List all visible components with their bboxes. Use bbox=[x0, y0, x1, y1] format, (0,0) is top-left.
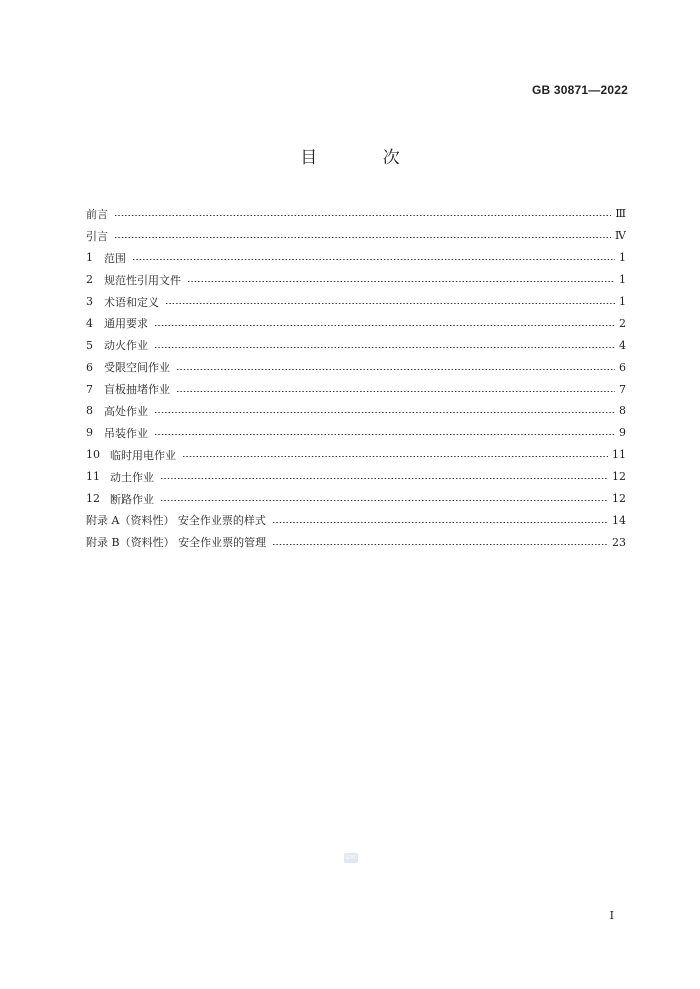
toc-entry-page: 6 bbox=[619, 360, 626, 374]
toc-entry-8[interactable] bbox=[86, 400, 626, 422]
toc-entry-number: 4 bbox=[86, 316, 93, 330]
toc-entry-label: 范围 bbox=[104, 251, 126, 265]
toc-entry-number: 10 bbox=[86, 448, 100, 462]
toc-entry-label: 附录 A（资料性） 安全作业票的样式 bbox=[86, 514, 266, 528]
toc-leader bbox=[272, 522, 608, 523]
toc-entry-11[interactable] bbox=[86, 466, 626, 488]
toc-leader bbox=[272, 544, 608, 545]
toc-entry-label: 临时用电作业 bbox=[110, 448, 176, 462]
toc-entry-label: 盲板抽堵作业 bbox=[104, 383, 170, 397]
toc-entry-page: 14 bbox=[612, 513, 626, 527]
toc-leader bbox=[160, 478, 608, 479]
toc-entry-number: 3 bbox=[86, 295, 93, 308]
toc-entry-foreword[interactable] bbox=[86, 203, 626, 225]
toc-entry-number: 12 bbox=[86, 492, 100, 506]
toc-entry-number: 5 bbox=[86, 338, 93, 352]
toc-entry-12[interactable] bbox=[86, 488, 626, 510]
page-number: I bbox=[609, 909, 614, 922]
toc-entry-6[interactable] bbox=[86, 356, 626, 378]
toc-leader bbox=[132, 259, 615, 260]
toc-leader bbox=[154, 434, 615, 435]
toc-entry-label: 断路作业 bbox=[110, 492, 154, 506]
toc-entry-number: 2 bbox=[86, 273, 93, 287]
toc-entry-7[interactable] bbox=[86, 378, 626, 400]
toc-entry-3[interactable] bbox=[86, 291, 626, 313]
toc-entry-4[interactable] bbox=[86, 312, 626, 334]
toc-leader bbox=[160, 500, 608, 501]
toc-entry-number: 1 bbox=[86, 251, 93, 265]
toc-entry-number: 6 bbox=[86, 360, 93, 374]
toc-entry-2[interactable] bbox=[86, 269, 626, 291]
toc-entry-page: 7 bbox=[619, 382, 626, 396]
toc-entry-page: 1 bbox=[619, 295, 626, 308]
standard-code: GB 30871—2022 bbox=[532, 83, 628, 97]
toc-leader bbox=[165, 303, 615, 304]
toc-entry-label: 前言 bbox=[86, 207, 108, 221]
toc-leader bbox=[187, 281, 615, 282]
toc-entry-label: 附录 B（资料性） 安全作业票的管理 bbox=[86, 536, 267, 550]
toc-entry-number: 11 bbox=[86, 470, 100, 484]
toc-leader bbox=[114, 215, 611, 216]
toc-entry-page: 8 bbox=[619, 404, 626, 418]
toc-leader bbox=[176, 369, 615, 370]
toc-entry-label: 动土作业 bbox=[110, 470, 154, 484]
toc-entry-label: 高处作业 bbox=[104, 404, 148, 418]
toc-entry-number: 9 bbox=[86, 426, 93, 440]
toc-entry-number: 8 bbox=[86, 404, 93, 418]
toc-entry-page: Ⅲ bbox=[615, 207, 626, 221]
toc-entry-5[interactable] bbox=[86, 334, 626, 356]
toc-leader bbox=[154, 347, 615, 348]
toc-entry-page: 1 bbox=[619, 273, 626, 287]
toc-leader bbox=[114, 237, 611, 238]
toc-entry-9[interactable] bbox=[86, 422, 626, 444]
toc-entry-1[interactable] bbox=[86, 247, 626, 269]
toc-entry-label: 术语和定义 bbox=[104, 295, 159, 309]
toc-entry-page: 2 bbox=[619, 316, 626, 330]
toc-entry-page: Ⅳ bbox=[615, 229, 626, 243]
toc-entry-introduction[interactable] bbox=[86, 225, 626, 247]
toc-entry-label: 受限空间作业 bbox=[104, 361, 170, 375]
toc-leader bbox=[182, 456, 608, 457]
toc-entry-page: 9 bbox=[619, 426, 626, 440]
toc-entry-label: 规范性引用文件 bbox=[104, 273, 181, 287]
toc-entry-label: 动火作业 bbox=[104, 339, 148, 353]
toc-entry-page: 12 bbox=[612, 492, 626, 506]
toc-entry-annex-b[interactable] bbox=[86, 531, 626, 553]
toc-entry-10[interactable] bbox=[86, 444, 626, 466]
toc-entry-page: 11 bbox=[612, 448, 626, 462]
toc-entry-page: 23 bbox=[612, 535, 626, 549]
table-of-contents bbox=[86, 203, 626, 553]
toc-entry-number: 7 bbox=[86, 382, 93, 396]
toc-leader bbox=[154, 325, 615, 326]
toc-entry-label: 引言 bbox=[86, 229, 108, 243]
toc-leader bbox=[176, 391, 615, 392]
toc-entry-page: 12 bbox=[612, 470, 626, 484]
page-title: 目 次 bbox=[300, 148, 430, 168]
watermark-logo: SDIC bbox=[345, 855, 357, 861]
toc-entry-page: 1 bbox=[619, 251, 626, 265]
toc-entry-annex-a[interactable] bbox=[86, 509, 626, 531]
toc-entry-page: 4 bbox=[619, 338, 626, 352]
toc-entry-label: 吊装作业 bbox=[104, 426, 148, 440]
toc-entry-label: 通用要求 bbox=[104, 317, 148, 331]
toc-leader bbox=[154, 412, 615, 413]
